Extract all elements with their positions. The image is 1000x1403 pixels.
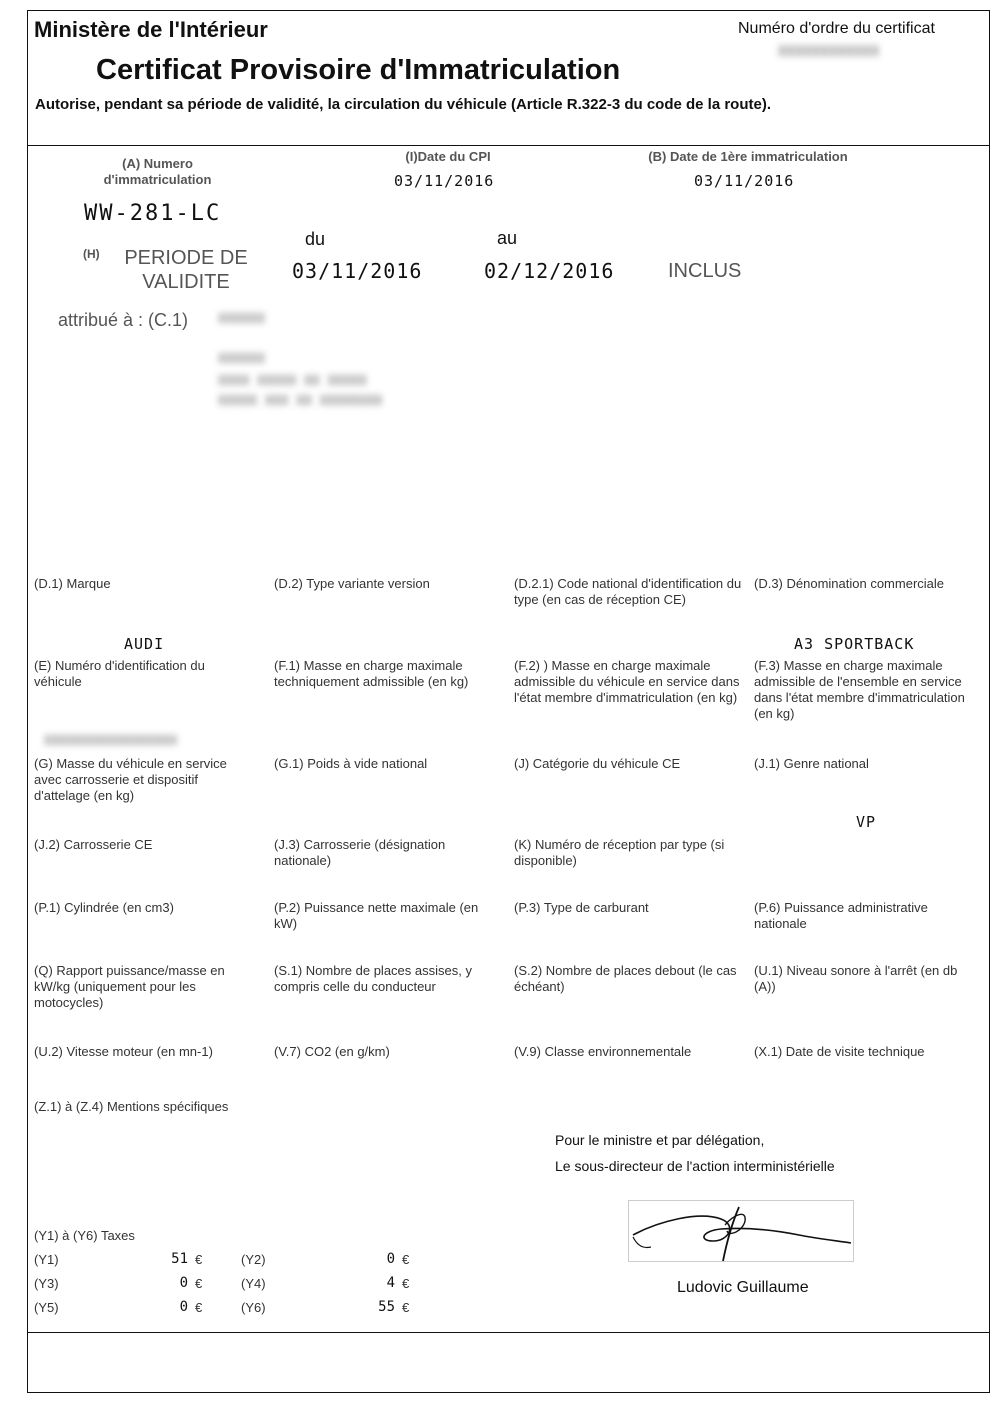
field-p2-label: (P.2) Puissance nette maximale (en kW) xyxy=(274,900,479,931)
first-registration-value: 03/11/2016 xyxy=(694,172,795,190)
field-f3-label: (F.3) Masse en charge maximale admissible de l'ensemble en service dans l'état membre d'immatriculation (en kg) xyxy=(754,658,965,721)
field-g-label: (G) Masse du véhicule en service avec carrosserie et dispositif d'attelage (en kg) xyxy=(34,756,227,803)
tax-y5-currency: € xyxy=(195,1300,203,1315)
field-u1-label: (U.1) Niveau sonore à l'arrêt (en db (A)) xyxy=(754,963,958,994)
signatory-name: Ludovic Guillaume xyxy=(677,1279,809,1296)
tax-y1-value: 51 xyxy=(171,1251,188,1267)
tax-y3-value: 0 xyxy=(179,1275,188,1291)
field-z-label: (Z.1) à (Z.4) Mentions spécifiques xyxy=(34,1099,229,1114)
tax-y6-value: 55 xyxy=(378,1299,395,1315)
tax-y2-label: (Y2) xyxy=(241,1252,266,1267)
tax-y2-value: 0 xyxy=(386,1251,395,1267)
tax-y4-value: 4 xyxy=(386,1275,395,1291)
registration-number-value: WW-281-LC xyxy=(84,201,222,226)
field-d21-label: (D.2.1) Code national d'identification du type (en cas de réception CE) xyxy=(514,576,742,607)
tax-y5-value: 0 xyxy=(179,1299,188,1315)
holder-address-line2: XXXX XXXXX XX XXXXX xyxy=(218,374,367,389)
field-e-label: (E) Numéro d'identification du véhicule xyxy=(34,658,205,689)
validity-inclusive: INCLUS xyxy=(668,260,742,282)
field-j2-label: (J.2) Carrosserie CE xyxy=(34,837,153,852)
field-s2-label: (S.2) Nombre de places debout (le cas échéant) xyxy=(514,963,737,994)
signature-line2: Le sous-directeur de l'action interministérielle xyxy=(555,1158,835,1174)
field-k-label: (K) Numéro de réception par type (si disponible) xyxy=(514,837,725,868)
field-e-value: XXXXXXXXXXXXXXXXX xyxy=(44,734,178,749)
validity-to-label: au xyxy=(497,228,518,248)
field-p3-label: (P.3) Type de carburant xyxy=(514,900,649,915)
document-subtitle: Autorise, pendant sa période de validité, la circulation du véhicule (Article R.322-3 du code de la route). xyxy=(35,96,772,113)
signature-image xyxy=(628,1200,854,1262)
cpi-date-label: (I)Date du CPI xyxy=(405,149,491,164)
tax-y6-currency: € xyxy=(402,1300,410,1315)
ministry-title: Ministère de l'Intérieur xyxy=(34,17,268,42)
order-number-value: XXXXXXXXXXXX xyxy=(778,44,880,60)
tax-y3-currency: € xyxy=(195,1276,203,1291)
holder-address-line3: XXXXX XXX XX XXXXXXXX xyxy=(218,394,383,409)
field-v9-label: (V.9) Classe environnementale xyxy=(514,1044,692,1059)
field-d3-label: (D.3) Dénomination commerciale xyxy=(754,576,945,591)
field-f1-label: (F.1) Masse en charge maximale techniquement admissible (en kg) xyxy=(274,658,469,689)
validity-from-value: 03/11/2016 xyxy=(292,259,423,283)
field-d1-value: AUDI xyxy=(124,635,165,653)
taxes-title: (Y1) à (Y6) Taxes xyxy=(34,1228,135,1243)
field-f2-label: (F.2) ) Masse en charge maximale admissible du véhicule en service dans l'état membre d'immatriculation (en kg) xyxy=(514,658,740,705)
field-x1-label: (X.1) Date de visite technique xyxy=(754,1044,925,1059)
footer-frame xyxy=(27,1332,990,1393)
field-g1-label: (G.1) Poids à vide national xyxy=(274,756,428,771)
field-u2-label: (U.2) Vitesse moteur (en mn-1) xyxy=(34,1044,213,1059)
field-d2-label: (D.2) Type variante version xyxy=(274,576,430,591)
tax-y2-currency: € xyxy=(402,1252,410,1267)
tax-y6-label: (Y6) xyxy=(241,1300,266,1315)
validity-from-label: du xyxy=(305,229,326,249)
field-s1-label: (S.1) Nombre de places assises, y compris celle du conducteur xyxy=(274,963,472,994)
field-j1-label: (J.1) Genre national xyxy=(754,756,869,771)
field-d3-value: A3 SPORTBACK xyxy=(794,635,915,653)
signature-line1: Pour le ministre et par délégation, xyxy=(555,1132,765,1148)
field-j3-label: (J.3) Carrosserie (désignation nationale) xyxy=(274,837,446,868)
first-registration-label: (B) Date de 1ère immatriculation xyxy=(648,149,848,164)
validity-to-value: 02/12/2016 xyxy=(484,259,615,283)
field-j-label: (J) Catégorie du véhicule CE xyxy=(514,756,681,771)
tax-y1-currency: € xyxy=(195,1252,203,1267)
signature-scribble xyxy=(629,1201,854,1262)
field-p1-label: (P.1) Cylindrée (en cm3) xyxy=(34,900,174,915)
tax-y1-label: (Y1) xyxy=(34,1252,59,1267)
holder-label: attribué à : (C.1) xyxy=(58,310,189,330)
cpi-date-value: 03/11/2016 xyxy=(394,172,495,190)
validity-label: PERIODE DE VALIDITE xyxy=(124,247,248,293)
tax-y4-currency: € xyxy=(402,1276,410,1291)
tax-y4-label: (Y4) xyxy=(241,1276,266,1291)
field-p6-label: (P.6) Puissance administrative nationale xyxy=(754,900,928,931)
field-d1-label: (D.1) Marque xyxy=(34,576,111,591)
field-v7-label: (V.7) CO2 (en g/km) xyxy=(274,1044,390,1059)
tax-y5-label: (Y5) xyxy=(34,1300,59,1315)
registration-number-label: (A) Numero d'immatriculation xyxy=(103,156,212,187)
validity-code: (H) xyxy=(83,247,100,261)
holder-address-line1: XXXXXX xyxy=(218,352,265,367)
document-title: Certificat Provisoire d'Immatriculation xyxy=(96,54,621,86)
holder-name: XXXXXX xyxy=(218,312,265,327)
order-number-label: Numéro d'ordre du certificat xyxy=(738,20,935,37)
field-j1-value: VP xyxy=(856,813,877,831)
field-q-label: (Q) Rapport puissance/masse en kW/kg (uniquement pour les motocycles) xyxy=(34,963,225,1010)
tax-y3-label: (Y3) xyxy=(34,1276,59,1291)
